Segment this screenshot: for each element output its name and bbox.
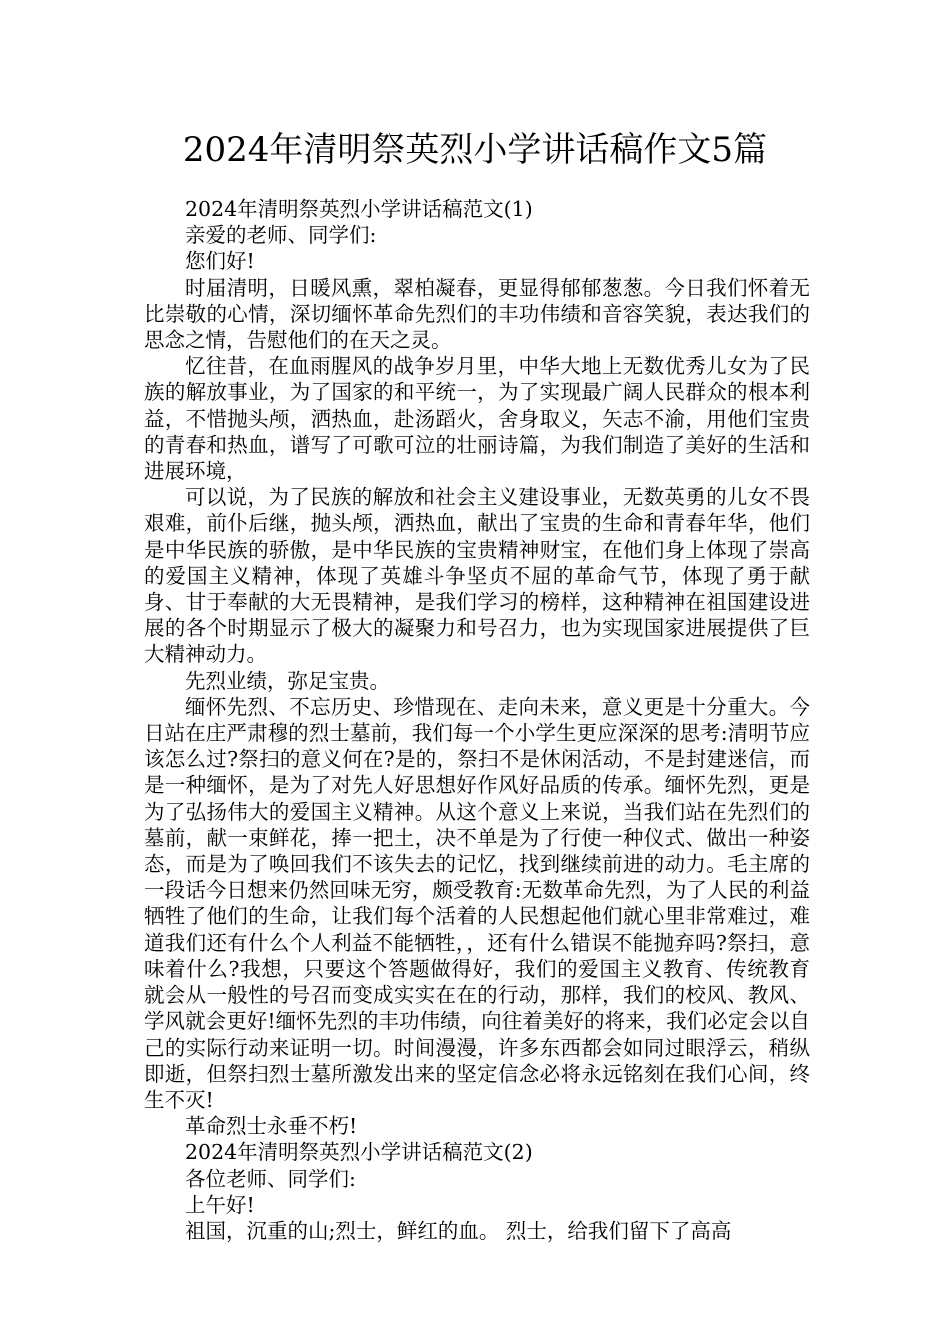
- closing-line-1: 革命烈士永垂不朽!: [185, 1114, 358, 1139]
- paragraph: 祖国，沉重的山;烈士，鲜红的血。 烈士，给我们留下了高高: [185, 1218, 732, 1243]
- document-title: 2024年清明祭英烈小学讲话稿作文5篇: [182, 130, 768, 170]
- salutation-2: 各位老师、同学们:: [185, 1166, 356, 1191]
- paragraph: 缅怀先烈、不忘历史、珍惜现在、走向未来，意义更是十分重大。今日站在庄严肃穆的烈士墓前，我们每一个小学生更应深深的思考:清明节应该怎么过?祭扫的意义何在?是的，祭扫不是休闲活动，不是封建迷信，而是一种缅怀，是为了对先人好思想好作风好品质的传承。缅怀先烈，更是为了弘扬伟大的爱国主义精神。从这个意义上来说，当我们站在先烈们的墓前，献一束鲜花，捧一把土，决不单是为了行使一种仪式、做出一种姿态，而是为了唤回我们不该失去的记忆，找到继续前进的动力。毛主席的一段话今日想来仍然回味无穷，颇受教育:无数革命先烈，为了人民的利益牺牲了他们的生命，让我们每个活着的人民想起他们就心里非常难过，难道我们还有什么个人利益不能牺牲，，还有什么错误不能抛弃吗?祭扫，意味着什么?我想，只要这个答题做得好，我们的爱国主义教育、传统教育就会从一般性的号召而变成实实在在的行动，那样，我们的校风、教风、学风就会更好!缅怀先烈的丰功伟绩，向往着美好的将来，我们必定会以自己的实际行动来证明一切。时间漫漫，许多东西都会如同过眼浮云，稍纵即逝，但祭扫烈士墓所激发出来的坚定信念必将永远铭刻在我们心间，终生不灭!: [144, 694, 810, 1112]
- paragraph: 时届清明，日暖风熏，翠柏凝春，更显得郁郁葱葱。今日我们怀着无比崇敬的心情，深切缅怀革命先烈们的丰功伟绩和音容笑貌，表达我们的思念之情，告慰他们的在天之灵。: [144, 275, 810, 353]
- section-heading-1: 2024年清明祭英烈小学讲话稿范文(1): [185, 197, 533, 221]
- paragraph: 先烈业绩，弥足宝贵。: [185, 668, 390, 693]
- greeting-2: 上午好!: [185, 1192, 255, 1217]
- paragraph: 忆往昔，在血雨腥风的战争岁月里，中华大地上无数优秀儿女为了民族的解放事业，为了国家的和平统一，为了实现最广阔人民群众的根本利益，不惜抛头颅，洒热血，赴汤蹈火，舍身取义，矢志不渝，用他们宝贵的青春和热血，谱写了可歌可泣的壮丽诗篇，为我们制造了美好的生活和进展环境，: [144, 354, 810, 484]
- document-body: [144, 196, 810, 1244]
- greeting-1: 您们好!: [185, 249, 255, 274]
- section-heading-2: 2024年清明祭英烈小学讲话稿范文(2): [185, 1140, 533, 1165]
- salutation-1: 亲爱的老师、同学们:: [185, 223, 377, 248]
- paragraph: 可以说，为了民族的解放和社会主义建设事业，无数英勇的儿女不畏艰难，前仆后继，抛头颅，洒热血，献出了宝贵的生命和青春年华，他们是中华民族的骄傲，是中华民族的宝贵精神财宝，在他们身上体现了崇高的爱国主义精神，体现了英雄斗争坚贞不屈的革命气节，体现了勇于献身、甘于奉献的大无畏精神，是我们学习的榜样，这种精神在祖国建设进展的各个时期显示了极大的凝聚力和号召力，也为实现国家进展提供了巨大精神动力。: [144, 485, 810, 667]
